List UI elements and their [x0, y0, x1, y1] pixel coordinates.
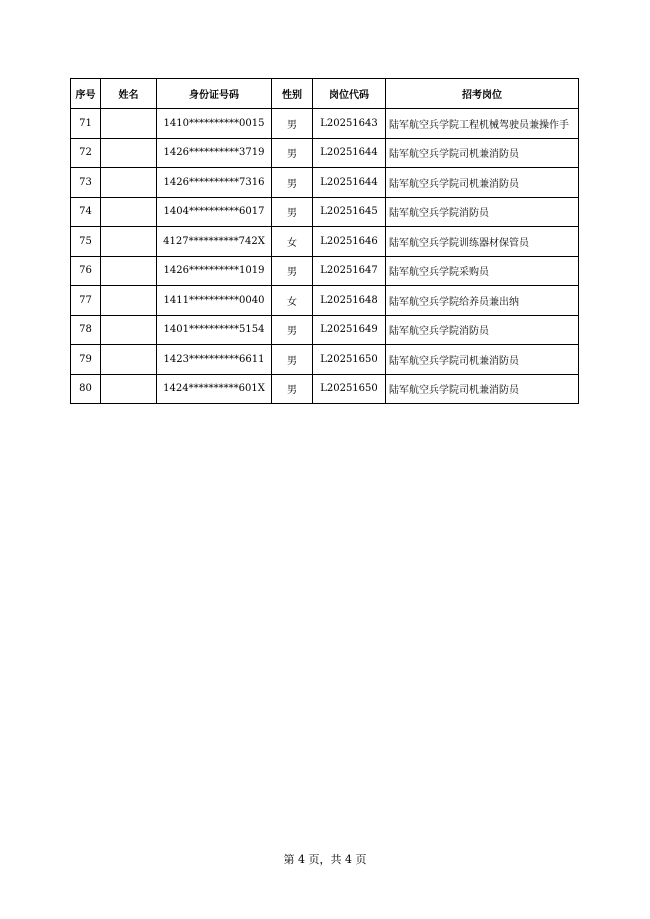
table-row [71, 197, 579, 227]
header-post-code: 岗位代码 [313, 79, 386, 109]
cell-id-number: 1426**********3719 [157, 138, 272, 168]
cell-post-code: L20251644 [313, 168, 386, 198]
cell-name [101, 227, 157, 257]
header-gender: 性别 [272, 79, 313, 109]
cell-post-code: L20251646 [313, 227, 386, 257]
cell-gender: 男 [272, 256, 313, 286]
cell-name [101, 138, 157, 168]
table-row [71, 227, 579, 257]
table-row [71, 315, 579, 345]
cell-gender: 男 [272, 138, 313, 168]
cell-post: 陆军航空兵学院采购员 [386, 256, 579, 286]
cell-post-code: L20251649 [313, 315, 386, 345]
page-footer: 第 4 页，共 4 页 [283, 853, 367, 866]
cell-serial: 77 [71, 286, 101, 316]
cell-serial: 79 [71, 345, 101, 375]
table-row [71, 374, 579, 404]
cell-gender: 男 [272, 109, 313, 139]
cell-post: 陆军航空兵学院司机兼消防员 [386, 345, 579, 375]
cell-post: 陆军航空兵学院司机兼消防员 [386, 168, 579, 198]
table-row [71, 138, 579, 168]
cell-post-code: L20251650 [313, 374, 386, 404]
table-row [71, 256, 579, 286]
cell-id-number: 1410**********0015 [157, 109, 272, 139]
roster-table [70, 78, 579, 404]
cell-id-number: 1411**********0040 [157, 286, 272, 316]
cell-name [101, 374, 157, 404]
cell-gender: 男 [272, 197, 313, 227]
header-name: 姓名 [101, 79, 157, 109]
cell-gender: 男 [272, 168, 313, 198]
cell-id-number: 1404**********6017 [157, 197, 272, 227]
cell-post-code: L20251648 [313, 286, 386, 316]
cell-id-number: 4127**********742X [157, 227, 272, 257]
cell-post: 陆军航空兵学院司机兼消防员 [386, 138, 579, 168]
cell-gender: 男 [272, 345, 313, 375]
cell-serial: 73 [71, 168, 101, 198]
cell-post: 陆军航空兵学院工程机械驾驶员兼操作手 [386, 109, 579, 139]
cell-post-code: L20251650 [313, 345, 386, 375]
cell-post: 陆军航空兵学院训练器材保管员 [386, 227, 579, 257]
cell-serial: 72 [71, 138, 101, 168]
cell-id-number: 1426**********7316 [157, 168, 272, 198]
header-serial: 序号 [71, 79, 101, 109]
cell-id-number: 1401**********5154 [157, 315, 272, 345]
cell-gender: 女 [272, 286, 313, 316]
cell-id-number: 1426**********1019 [157, 256, 272, 286]
cell-serial: 75 [71, 227, 101, 257]
cell-name [101, 168, 157, 198]
cell-post-code: L20251645 [313, 197, 386, 227]
cell-post-code: L20251647 [313, 256, 386, 286]
header-post: 招考岗位 [386, 79, 579, 109]
cell-name [101, 109, 157, 139]
table-row [71, 109, 579, 139]
cell-serial: 76 [71, 256, 101, 286]
cell-post: 陆军航空兵学院给养员兼出纳 [386, 286, 579, 316]
cell-gender: 男 [272, 374, 313, 404]
cell-name [101, 197, 157, 227]
table-row [71, 345, 579, 375]
table-row [71, 286, 579, 316]
cell-post-code: L20251643 [313, 109, 386, 139]
cell-name [101, 286, 157, 316]
table-header-row [71, 79, 579, 109]
cell-id-number: 1424**********601X [157, 374, 272, 404]
cell-serial: 80 [71, 374, 101, 404]
cell-name [101, 256, 157, 286]
cell-serial: 71 [71, 109, 101, 139]
header-id-number: 身份证号码 [157, 79, 272, 109]
cell-id-number: 1423**********6611 [157, 345, 272, 375]
cell-name [101, 315, 157, 345]
cell-post: 陆军航空兵学院消防员 [386, 315, 579, 345]
cell-gender: 女 [272, 227, 313, 257]
cell-name [101, 345, 157, 375]
cell-gender: 男 [272, 315, 313, 345]
cell-post: 陆军航空兵学院司机兼消防员 [386, 374, 579, 404]
table-row [71, 168, 579, 198]
cell-post: 陆军航空兵学院消防员 [386, 197, 579, 227]
cell-serial: 78 [71, 315, 101, 345]
cell-post-code: L20251644 [313, 138, 386, 168]
cell-serial: 74 [71, 197, 101, 227]
